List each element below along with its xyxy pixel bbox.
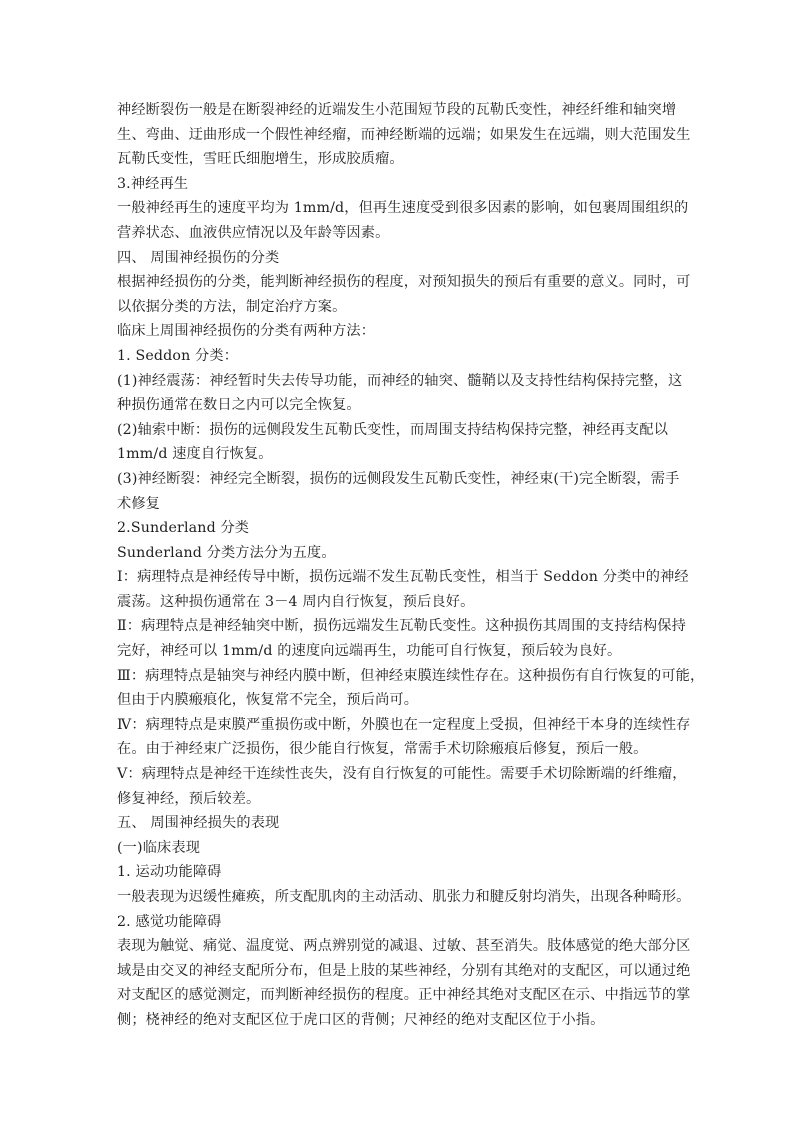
text-line: 一般神经再生的速度平均为 1mm/d，但再生速度受到很多因素的影响，如包裹周围组织的: [117, 200, 689, 217]
text-line: Ⅲ：病理特点是轴突与神经内膜中断，但神经束膜连续性存在。这种损伤有自行恢复的可能，: [117, 667, 705, 684]
text-line: (2)轴索中断：损伤的远侧段发生瓦勒氏变性，而周围支持结构保持完整，神经再支配以: [117, 421, 669, 438]
text-line: Sunderland 分类方法分为五度。: [117, 544, 336, 561]
section-heading: 1. Seddon 分类：: [117, 347, 239, 364]
text-line: (3)神经断裂：神经完全断裂，损伤的远侧段发生瓦勒氏变性，神经束(干)完全断裂，需手: [117, 470, 680, 487]
text-line: 一般表现为迟缓性瘫痪，所支配肌肉的主动活动、肌张力和腱反射均消失，出现各种畸形。: [117, 889, 691, 905]
text-line: 临床上周围神经损伤的分类有两种方法：: [117, 323, 376, 340]
text-line: 瓦勒氏变性，雪旺氏细胞增生，形成胶质瘤。: [117, 151, 404, 168]
text-line: (1)神经震荡：神经暂时失去传导功能，而神经的轴突、髓鞘以及支持性结构保持完整，这: [117, 372, 683, 389]
section-heading: 2. 感觉功能障碍: [117, 913, 222, 930]
section-heading: 四、 周围神经损伤的分类: [117, 249, 280, 266]
text-line: Ⅰ：病理特点是神经传导中断，损伤远端不发生瓦勒氏变性，相当于 Seddon 分类中的神经: [117, 569, 689, 586]
text-line: 完好，神经可以 1mm/d 的速度向远端再生，功能可自行恢复，预后较为良好。: [117, 643, 622, 660]
text-line: 但由于内膜瘢痕化，恢复常不完全，预后尚可。: [117, 692, 419, 709]
text-line: 侧；桡神经的绝对支配区位于虎口区的背侧；尺神经的绝对支配区位于小指。: [117, 1011, 605, 1028]
section-heading: 3.神经再生: [117, 175, 189, 192]
text-line: 根据神经损伤的分类，能判断神经损伤的程度，对预知损失的预后有重要的意义。同时，可: [117, 274, 691, 291]
section-heading: 2.Sunderland 分类: [117, 520, 250, 537]
text-line: Ⅴ：病理特点是神经干连续性丧失，没有自行恢复的可能性。需要手术切除断端的纤维瘤，: [117, 766, 687, 783]
text-line: 营养状态、血液供应情况以及年龄等因素。: [117, 224, 390, 241]
section-heading: 1. 运动功能障碍: [117, 864, 222, 881]
text-line: 震荡。这种损伤通常在 3－4 周内自行恢复，预后良好。: [117, 593, 475, 610]
text-line: 种损伤通常在数日之内可以完全恢复。: [117, 397, 361, 414]
text-line: 生、弯曲、迂曲形成一个假性神经瘤，而神经断端的远端；如果发生在远端，则大范围发生: [117, 126, 691, 143]
text-line: 以依据分类的方法，制定治疗方案。: [117, 298, 347, 315]
text-line: 域是由交叉的神经支配所分布，但是上肢的某些神经，分别有其绝对的支配区，可以通过绝: [117, 962, 691, 979]
text-line: Ⅱ：病理特点是神经轴突中断，损伤远端发生瓦勒氏变性。这种损伤其周围的支持结构保持: [117, 618, 686, 635]
text-line: 术修复: [117, 495, 161, 512]
text-line: 1mm/d 速度自行恢复。: [117, 446, 273, 463]
text-line: Ⅳ：病理特点是束膜严重损伤或中断，外膜也在一定程度上受损，但神经干本身的连续性存: [117, 716, 691, 733]
text-line: 对支配区的感觉测定，而判断神经损伤的程度。正中神经其绝对支配区在示、中指远节的掌: [117, 987, 691, 1004]
text-line: 表现为触觉、痛觉、温度觉、两点辨别觉的减退、过敏、甚至消失。肢体感觉的绝大部分区: [117, 938, 691, 955]
text-line: 神经断裂伤一般是在断裂神经的近端发生小范围短节段的瓦勒氏变性，神经纤维和轴突增: [117, 102, 677, 118]
section-heading: 五、 周围神经损失的表现: [117, 815, 280, 832]
text-line: 修复神经，预后较差。: [117, 790, 261, 807]
text-line: 在。由于神经束广泛损伤，很少能自行恢复，常需手术切除瘢痕后修复，预后一般。: [117, 741, 648, 758]
section-heading: (一)临床表现: [117, 839, 201, 856]
